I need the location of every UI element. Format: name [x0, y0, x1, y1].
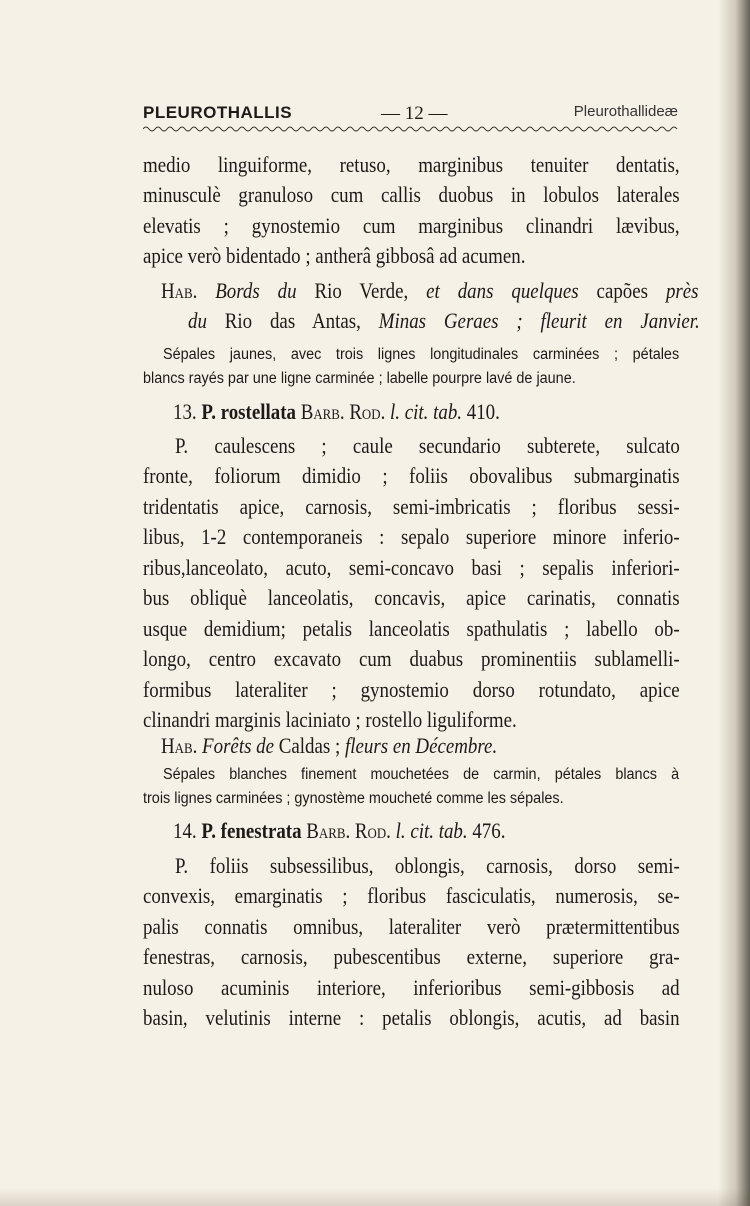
habitat-italic: et dans quelques	[426, 278, 579, 303]
page-edge-shadow	[718, 0, 750, 1206]
species-number: 13.	[173, 399, 197, 424]
habitat-place: Rio Verde,	[314, 278, 409, 303]
text-line: convexis, emarginatis ; floribus fasciculatis, numerosis, se-	[143, 883, 680, 908]
species-heading-line	[173, 818, 505, 844]
species-plate: 410.	[466, 399, 500, 424]
text-line: fronte, foliorum dimidio ; foliis obovalibus submarginatis	[143, 463, 680, 488]
note-line: Sépales jaunes, avec trois lignes longitudinales carminées ; pétales	[163, 346, 680, 363]
habitat-place: Rio das Antas,	[224, 308, 361, 333]
habitat-place: capões	[596, 278, 649, 303]
text-line: elevatis ; gynostemio cum marginibus clinandri lævibus,	[143, 213, 680, 238]
header-wavy-rule	[143, 124, 678, 134]
text-line: nuloso acuminis interiore, inferioribus semi-gibbosis ad	[143, 975, 680, 1000]
habitat-italic: Minas Geraes ; fleurit en Janvier.	[378, 308, 700, 333]
text-line: bus obliquè lanceolatis, concavis, apice carinatis, connatis	[143, 585, 680, 610]
note-line: blancs rayés par une ligne carminée ; labelle pourpre lavé de jaune.	[143, 370, 576, 387]
species-number: 14.	[173, 818, 197, 843]
note-line: trois lignes carminées ; gynostème moucheté comme les sépales.	[143, 790, 564, 807]
habitat-place: Caldas ;	[278, 733, 341, 758]
habitat-italic: Bords du	[215, 278, 297, 303]
text-line: libus, 1-2 contemporaneis : sepalo superiore minore inferio-	[143, 524, 680, 549]
habitat-italic: du	[188, 308, 207, 333]
habitat-label: Hab.	[161, 278, 198, 303]
text-line: palis connatis omnibus, lateraliter verò prætermittentibus	[143, 914, 680, 939]
species-name: P. rostellata	[201, 399, 296, 424]
text-line: tridentatis apice, carnosis, semi-imbricatis ; floribus sessi-	[143, 494, 680, 519]
habitat-italic: Forêts de	[202, 733, 275, 758]
header-family: Pleurothallideæ	[573, 103, 678, 120]
note-line: Sépales blanches finement mouchetées de carmin, pétales blancs à	[163, 766, 680, 783]
text-line: minusculè granuloso cum callis duobus in lobulos laterales	[143, 182, 680, 207]
text-line: longo, centro excavato cum duabus prominentiis sublamelli-	[143, 646, 680, 671]
text-line: apice verò bidentado ; antherâ gibbosâ ad acumen.	[143, 243, 526, 268]
species-heading-line	[173, 399, 500, 425]
species-author: Barb. Rod.	[300, 399, 386, 424]
text-line: formibus lateraliter ; gynostemio dorso rotundato, apice	[143, 677, 680, 702]
text-line: medio linguiforme, retuso, marginibus tenuiter dentatis,	[143, 152, 680, 177]
text-line: P. caulescens ; caule secundario subterete, sulcato	[175, 433, 680, 458]
habitat-italic: fleurs en Décembre.	[344, 733, 498, 758]
page-bottom-shadow	[0, 1188, 750, 1206]
text-line: fenestras, carnosis, pubescentibus externe, superiore gra-	[143, 944, 680, 969]
habitat-line	[161, 733, 497, 759]
species-plate: 476.	[472, 818, 506, 843]
text-line: P. foliis subsessilibus, oblongis, carnosis, dorso semi-	[175, 853, 680, 878]
species-reference: l. cit. tab.	[390, 399, 463, 424]
text-line: basin, velutinis interne : petalis oblongis, acutis, ad basin	[143, 1005, 680, 1030]
text-line: ribus,lanceolato, acuto, semi-concavo basi ; sepalis inferiori-	[143, 555, 680, 580]
header-genus: PLEUROTHALLIS	[143, 103, 293, 122]
habitat-italic: près	[665, 278, 699, 303]
species-author: Barb. Rod.	[306, 818, 391, 843]
species-name: P. fenestrata	[201, 818, 302, 843]
species-reference: l. cit. tab.	[395, 818, 468, 843]
habitat-line-2	[188, 308, 700, 334]
page-number: — 12 —	[381, 103, 448, 124]
text-line: usque demidium; petalis lanceolatis spathulatis ; labello ob-	[143, 616, 680, 641]
habitat-label: Hab.	[161, 733, 198, 758]
habitat-line-1	[161, 278, 699, 304]
text-line: clinandri marginis laciniato ; rostello liguliforme.	[143, 707, 517, 732]
